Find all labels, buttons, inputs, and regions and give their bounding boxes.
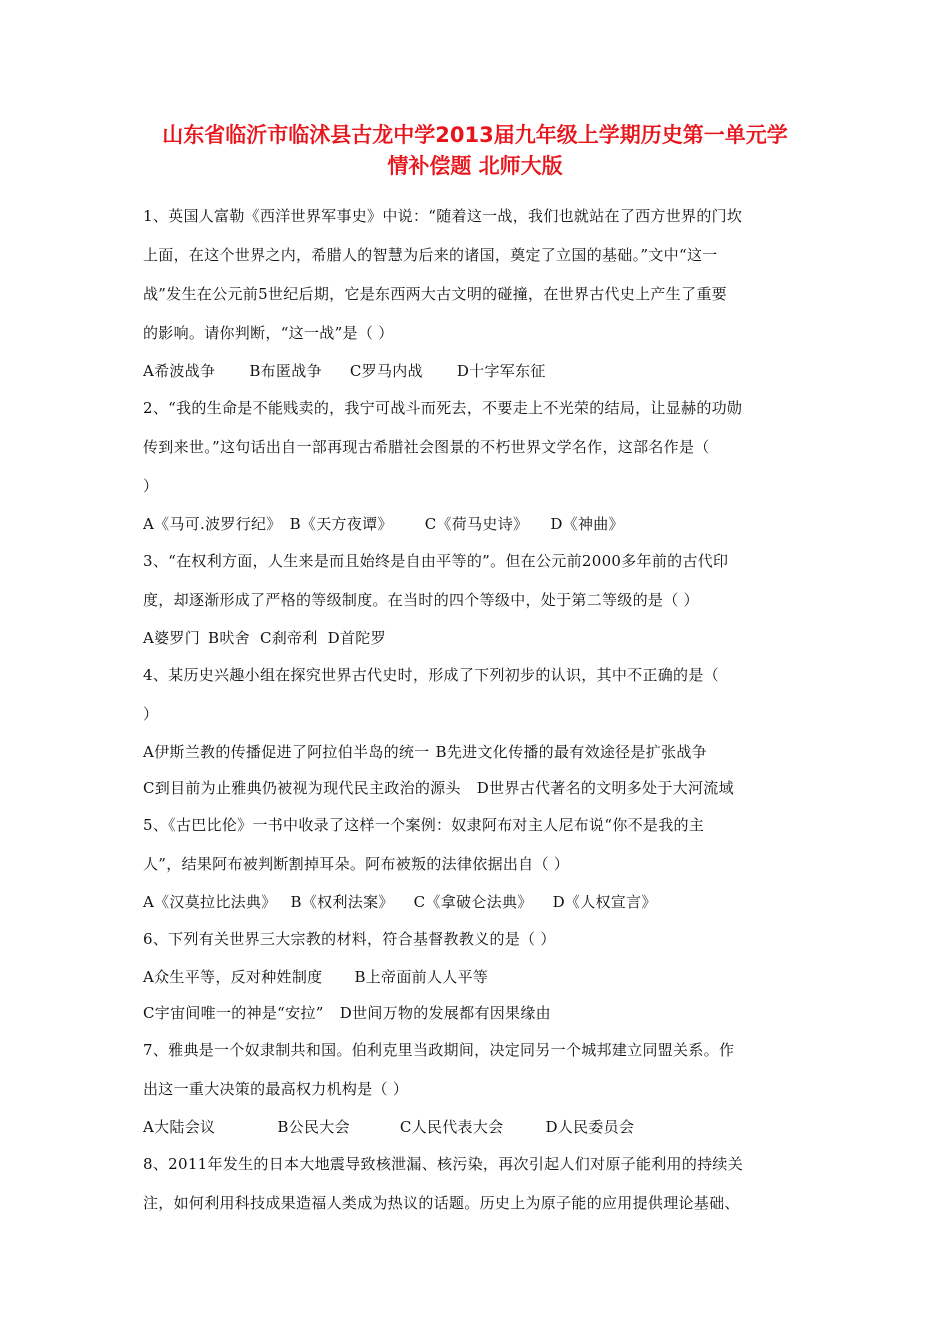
option-d: D《神曲》 [550, 515, 624, 533]
option-d: D人民委员会 [545, 1118, 635, 1136]
question-text-line: 1、英国人富勒《西洋世界军事史》中说：“随着这一战，我们也就站在了西方世界的门坎 [143, 207, 743, 225]
option-d: D《人权宣言》 [552, 893, 657, 911]
option-d: D世间万物的发展都有因果缘由 [339, 1004, 551, 1022]
option-b: B《天方夜谭》 [289, 515, 393, 533]
title-line-2: 情补偿题 北师大版 [387, 154, 563, 178]
question-6 [143, 920, 808, 1031]
option-b: B布匿战争 [249, 362, 322, 380]
option-a: A伊斯兰教的传播促进了阿拉伯半岛的统一 [143, 743, 430, 761]
question-text-line: 出这一重大决策的最高权力机构是（ ） [143, 1080, 409, 1098]
question-text-line: 5、《古巴比伦》一书中收录了这样一个案例：奴隶阿布对主人尼布说“你不是我的主 [143, 816, 705, 834]
question-text-line: 6、下列有关世界三大宗教的材料，符合基督教教义的是（ ） [143, 930, 556, 948]
option-a: A希波战争 [143, 362, 216, 380]
options-row [143, 884, 808, 920]
option-a: A《马可.波罗行纪》 [143, 515, 282, 533]
option-d: D首陀罗 [327, 629, 386, 647]
question-text-line: 的影响。请你判断，“这一战”是（ ） [143, 324, 394, 342]
option-b: B公民大会 [277, 1118, 350, 1136]
title-line-1: 山东省临沂市临沭县古龙中学2013届九年级上学期历史第一单元学 [162, 123, 788, 147]
option-d: D十字军东征 [456, 362, 546, 380]
question-text-line: 4、某历史兴趣小组在探究世界古代史时，形成了下列初步的认识，其中不正确的是（ [143, 666, 719, 684]
option-b: B先进文化传播的最有效途径是扩张战争 [435, 743, 707, 761]
question-text-line: 注，如何利用科技成果造福人类成为热议的话题。历史上为原子能的应用提供理论基础、 [143, 1194, 740, 1212]
options-row [143, 770, 808, 806]
question-text-line: 2、“我的生命是不能贱卖的，我宁可战斗而死去，不要走上不光荣的结局，让显赫的功勋 [143, 399, 743, 417]
question-text-line: ） [143, 705, 159, 723]
question-text-line: 度，却逐渐形成了严格的等级制度。在当时的四个等级中，处于第二等级的是（ ） [143, 591, 699, 609]
question-text-line: 人”，结果阿布被判断割掉耳朵。阿布被叛的法律依据出自（ ） [143, 855, 570, 873]
option-c: C人民代表大会 [399, 1118, 504, 1136]
options-row [143, 1109, 808, 1145]
question-text-line: 8、2011年发生的日本大地震导致核泄漏、核污染，再次引起人们对原子能利用的持续关 [143, 1155, 744, 1173]
options-row [143, 995, 808, 1031]
option-c: C罗马内战 [349, 362, 423, 380]
question-text-line: 上面，在这个世界之内，希腊人的智慧为后来的诸国，奠定了立国的基础。”文中“这一 [143, 246, 718, 264]
question-7 [143, 1031, 808, 1145]
question-2 [143, 389, 808, 542]
question-text-line: 3、“在权利方面，人生来是而且始终是自由平等的”。但在公元前2000多年前的古代印 [143, 552, 729, 570]
question-text-line: 7、雅典是一个奴隶制共和国。伯利克里当政期间，决定同另一个城邦建立同盟关系。作 [143, 1041, 735, 1059]
option-c: C《荷马史诗》 [424, 515, 529, 533]
question-1 [143, 197, 808, 389]
question-5 [143, 806, 808, 920]
options-row [143, 353, 808, 389]
option-a: A大陆会议 [143, 1118, 216, 1136]
question-text-line: ） [143, 477, 159, 495]
option-c: C到目前为止雅典仍被视为现代民主政治的源头 [143, 779, 461, 797]
question-text-line: 战”发生在公元前5世纪后期，它是东西两大古文明的碰撞，在世界古代史上产生了重要 [143, 285, 727, 303]
options-row [143, 620, 808, 656]
option-b: B吠舍 [208, 629, 250, 647]
option-a: A《汉莫拉比法典》 [143, 893, 277, 911]
question-8 [143, 1145, 808, 1223]
options-row [143, 959, 808, 995]
document-title [120, 120, 830, 182]
option-b: B上帝面前人人平等 [354, 968, 489, 986]
option-d: D世界古代著名的文明多处于大河流域 [476, 779, 734, 797]
options-row [143, 506, 808, 542]
option-c: C宇宙间唯一的神是“安拉” [143, 1004, 324, 1022]
question-4 [143, 656, 808, 806]
question-3 [143, 542, 808, 656]
option-b: B《权利法案》 [290, 893, 394, 911]
option-a: A众生平等，反对种姓制度 [143, 968, 323, 986]
option-c: C《拿破仑法典》 [413, 893, 533, 911]
question-text-line: 传到来世。”这句话出自一部再现古希腊社会图景的不朽世界文学名作，这部名作是（ [143, 438, 710, 456]
options-row [143, 734, 808, 770]
option-a: A婆罗门 [143, 629, 201, 647]
option-c: C刹帝利 [259, 629, 318, 647]
question-list [143, 197, 808, 1223]
